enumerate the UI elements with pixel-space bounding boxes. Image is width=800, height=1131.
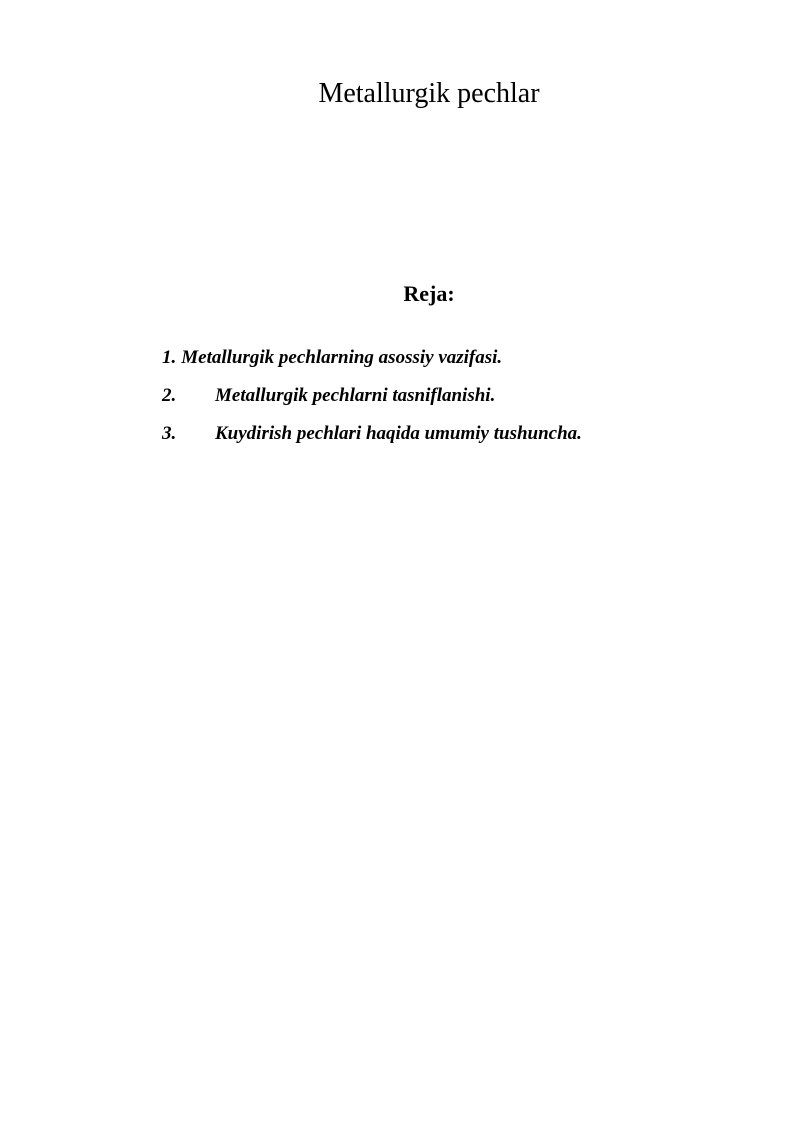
plan-item-2 bbox=[162, 383, 582, 421]
plan-item-1 bbox=[162, 345, 582, 383]
document-title: Metallurgik pechlar bbox=[318, 78, 540, 109]
plan-item-text: Metallurgik pechlarni tasniflanishi. bbox=[215, 385, 496, 406]
plan-item-number: 1. bbox=[162, 347, 177, 368]
plan-item-number: 2. bbox=[162, 385, 177, 406]
plan-item-text: Metallurgik pechlarning asossiy vazifasi. bbox=[181, 347, 503, 368]
plan-list bbox=[162, 345, 582, 459]
plan-item-3 bbox=[162, 421, 582, 459]
plan-item-number: 3. bbox=[162, 423, 177, 444]
plan-heading: Reja: bbox=[403, 281, 455, 306]
plan-item-text: Kuydirish pechlari haqida umumiy tushuncha. bbox=[215, 423, 582, 444]
